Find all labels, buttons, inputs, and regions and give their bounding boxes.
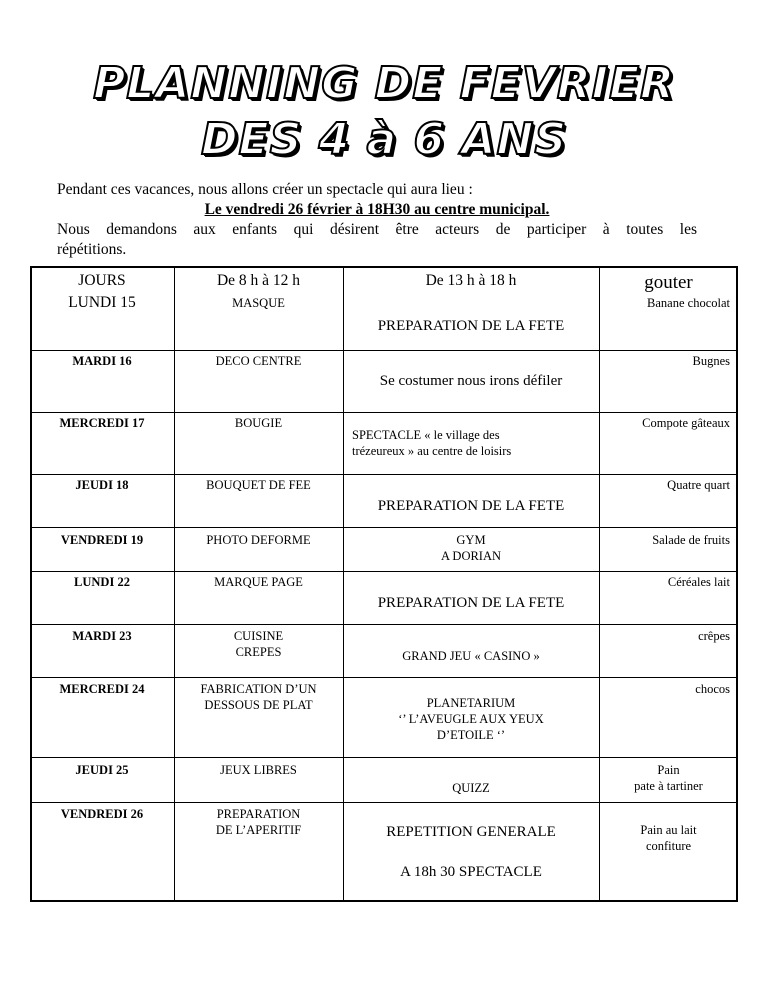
row-morning-line2: CREPES: [235, 645, 282, 659]
intro-line3: Nous demandons aux enfants qui désirent être acteurs de participer à toutes les: [57, 221, 697, 238]
row-day: MARDI 23: [72, 629, 132, 643]
row-morning: MASQUE: [232, 296, 285, 310]
row-gouter-line2: pate à tartiner: [634, 779, 703, 793]
row-day: VENDREDI 19: [60, 533, 144, 547]
row-gouter-line2: confiture: [645, 839, 692, 853]
row-divider: [30, 624, 738, 625]
row-gouter: Quatre quart: [667, 478, 730, 492]
row-morning-line2: DESSOUS DE PLAT: [204, 698, 313, 712]
row-afternoon-line3: D’ETOILE ‘’: [436, 728, 506, 742]
row-gouter-line1: Pain: [657, 763, 680, 777]
row-divider: [30, 412, 738, 413]
row-afternoon-line1: GYM: [456, 533, 486, 547]
row-gouter: Compote gâteaux: [642, 416, 730, 430]
row-afternoon: Se costumer nous irons défiler: [379, 373, 563, 389]
row-gouter: Céréales lait: [667, 575, 730, 589]
row-afternoon-line2: A DORIAN: [440, 549, 502, 563]
row-afternoon: GRAND JEU « CASINO »: [402, 649, 540, 663]
header-gouter: gouter: [644, 272, 693, 293]
column-divider: [343, 266, 344, 902]
row-morning-line1: FABRICATION D’UN: [200, 682, 317, 696]
header-afternoon: De 13 h à 18 h: [425, 272, 517, 289]
row-day: MERCREDI 17: [59, 416, 145, 430]
row-morning-line1: CUISINE: [233, 629, 284, 643]
row-gouter: Salade de fruits: [652, 533, 730, 547]
row-afternoon: PREPARATION DE LA FETE: [377, 498, 565, 514]
intro-line4: répétitions.: [57, 241, 127, 258]
intro-event-date: Le vendredi 26 février à 18H30 au centre municipal.: [204, 201, 550, 218]
row-afternoon-line1: SPECTACLE « le village des: [352, 428, 500, 442]
row-morning: MARQUE PAGE: [214, 575, 303, 589]
row-divider: [30, 571, 738, 572]
row-divider: [30, 527, 738, 528]
row-day: JEUDI 25: [75, 763, 129, 777]
page-title-line1: PLANNING DE FEVRIER: [93, 58, 675, 109]
row-gouter-line1: Pain au lait: [640, 823, 697, 837]
row-morning: BOUGIE: [234, 416, 283, 430]
row-day: VENDREDI 26: [60, 807, 144, 821]
page-title-line2: DES 4 à 6 ANS: [200, 114, 568, 165]
row-afternoon: QUIZZ: [452, 781, 490, 795]
row-afternoon-line2: trézeureux » au centre de loisirs: [352, 444, 512, 458]
intro-line1: Pendant ces vacances, nous allons créer un spectacle qui aura lieu :: [57, 181, 473, 198]
row-morning: DECO CENTRE: [215, 354, 302, 368]
row-day: MARDI 16: [72, 354, 132, 368]
row-afternoon-line2: ‘’ L’AVEUGLE AUX YEUX: [398, 712, 544, 726]
row-gouter: crêpes: [698, 629, 730, 643]
row-morning: JEUX LIBRES: [220, 763, 297, 777]
row-day: MERCREDI 24: [59, 682, 145, 696]
row-afternoon: PREPARATION DE LA FETE: [377, 595, 565, 611]
row-divider: [30, 757, 738, 758]
row-afternoon-line1: PLANETARIUM: [426, 696, 516, 710]
row-divider: [30, 474, 738, 475]
row-day: LUNDI 22: [74, 575, 130, 589]
row-gouter: Bugnes: [692, 354, 730, 368]
row-morning-line1: PREPARATION: [216, 807, 301, 821]
header-morning: De 8 h à 12 h: [216, 272, 301, 289]
row-afternoon-line1: REPETITION GENERALE: [386, 824, 556, 840]
row-day: JEUDI 18: [75, 478, 129, 492]
row-afternoon: PREPARATION DE LA FETE: [377, 318, 565, 334]
row-divider: [30, 350, 738, 351]
header-jours: JOURS: [78, 272, 126, 289]
row-morning: PHOTO DEFORME: [206, 533, 311, 547]
row-divider: [30, 802, 738, 803]
row-divider: [30, 677, 738, 678]
row-gouter: Banane chocolat: [647, 296, 730, 310]
row-morning-line2: DE L’APERITIF: [215, 823, 302, 837]
row-day: LUNDI 15: [68, 294, 136, 311]
row-afternoon-line2: A 18h 30 SPECTACLE: [400, 864, 542, 880]
row-morning: BOUQUET DE FEE: [206, 478, 311, 492]
row-gouter: chocos: [695, 682, 730, 696]
